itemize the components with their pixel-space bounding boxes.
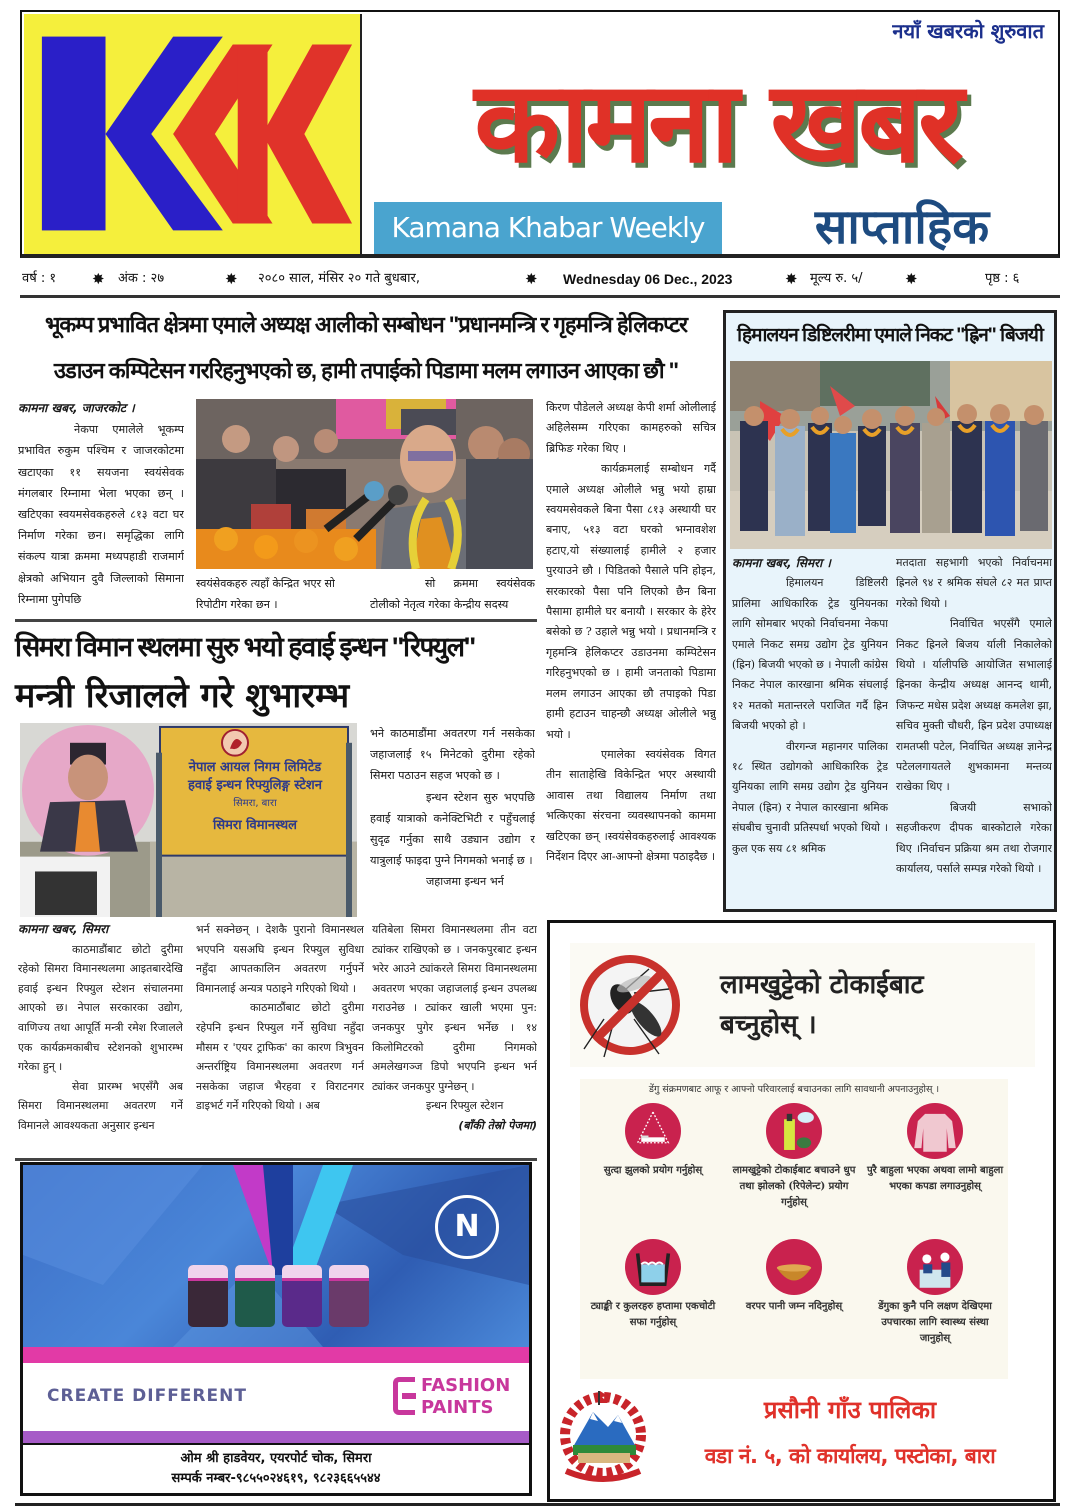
bullet-icon: ✸ (225, 270, 238, 288)
palika-name: प्रसौनी गाँउ पालिका (763, 1396, 937, 1424)
article3-col1-para2: सेवा प्रारम्भ भएसँगै अब सिमरा विमानस्थलमा अवतरण गर्ने विमानले आवश्यकता अनुसार इन्धन (18, 1079, 183, 1132)
article1-col2: स्वयंसेवकहरु त्यहाँ केन्द्रित भएर सो रिपोटीग गरेका छन । (196, 577, 335, 611)
no-mosquito-icon (574, 949, 686, 1061)
article3-col2 (196, 920, 364, 1156)
mosquito-warning-title (720, 965, 924, 1045)
article3-side-para1: भने काठमाडौंमा अवतरण गर्न नसकेका जहाजलाई १५ मिनेटको दुरीमा रहेको सिमरा पठाउन सहज भएको छ । (370, 727, 535, 783)
article3-col1 (18, 920, 183, 1156)
bullet-icon: ✸ (905, 270, 918, 288)
tip-text: सुत्दा झुलको प्रयोग गर्नुहोस् (603, 1165, 703, 1176)
sign-line1: नेपाल आयल निगम लिमिटेड (188, 760, 322, 775)
dengue-awareness-ad[interactable] (547, 920, 1056, 1502)
kk-logo-graphic (24, 14, 360, 254)
brand-line1: FASHION (421, 1375, 511, 1396)
sign-line3: सिमरा, बारा (233, 798, 277, 809)
dealer-contact: सम्पर्क नम्बर-९८५५०२४६१९, ९८२३६६५५४४ (171, 1471, 381, 1486)
article1-col4-para1: किरण पौडेलले अध्यक्ष केपी शर्मा ओलीलाई अहिलेसम्म गरिएका कामहरुको सचित्र ब्रिफिङ गरेका थिए । (546, 401, 716, 455)
signboard-text (166, 759, 344, 835)
section-divider (15, 1158, 537, 1161)
ns-certification-badge: N (435, 1195, 499, 1259)
article3-col3-para1: यतिबेला सिमरा विमानस्थलमा तीन वटा ट्यांकर राखिएको छ । जनकपुरबाट इन्धन भरेर आउने ट्यांकरले सिमरा विमानस्थलमा अवतरण भएका जहाजलाई इन्धन उपलब्ध गराउनेछ । ट्यांकर खाली भएमा पुन: जनकपुर पुगेर इन्धन भर्नेछ । १४ किलोमिटरको दुरीमा निगमको अमलेखगञ्ज डिपो भएपनि इन्धन भर्न ट्यांकर जनकपुर पुग्नेछन् । (372, 923, 537, 1093)
article2-col2-para3: बिजयी सभाको सहजीकरण दीपक बास्कोटाले गरेका थिए ।निर्वाचन प्रक्रिया श्रम तथा रोजगार कार्यालय, पर्साले सम्पन्न गरेको थियो । (896, 800, 1052, 876)
tip-item (584, 1103, 722, 1179)
article3-col3-para2: इन्धन रिफ्युल स्टेशन (426, 1099, 504, 1113)
english-title-banner: Kamana Khabar Weekly (374, 202, 722, 254)
article1-col1 (18, 398, 184, 613)
article2-col1 (732, 553, 888, 905)
paint-can (329, 1265, 369, 1327)
tip-item (866, 1239, 1004, 1347)
article3-col2-para2: काठमाठौंबाट छोटो दुरीमा रहेपनि इन्धन रिफ्युल गर्ने सुविधा नहुँदा मौसम र 'एयर ट्राफिक' का कारण त्रिभुवन अन्तर्राष्ट्रिय विमानस्थलमा अवतरण गर्न नसकेका जहाज भैरहवा र विराटनगर डाइभर्ट गर्ने गरिएको थियो । अब (196, 1001, 364, 1113)
fp-logo-mark (393, 1377, 415, 1415)
ad-slogan: CREATE DIFFERENT (47, 1386, 247, 1406)
article1-col4 (546, 398, 716, 913)
tips-intro: डेंगु संक्रमणबाट आफू र आफ्नो परिवारलाई बचाउनका लागि सावधानी अपनाउनुहोस् । (648, 1084, 940, 1095)
article1-col4-para2: कार्यक्रमलाई सम्बोधन गर्दै एमाले अध्यक्ष ओलीले भन्नु भयो हाम्रा स्वयमसेवकले बिना पैसा ८१३ अस्थायी घर बनाए, ५१३ वटा घरको भग्नावशेश हटाए,यो संख्यालाई हामीले २ हजार पुरयाउने छौ । पिडितको पैसाले पनि होइन, सरकारको पैसा पनि लिएको छैन बिना पैसामा हामीले घर बनायौ । सरकार के हेरेर बसेको छ ? उहाले भन्नु भयो । प्रधानमन्त्रि र गृहमन्त्रि हेलिकप्टर उडाउनमा कम्पिटेसन गरिहनुभएको छ । हामी जनताको पिडामा मलम लगाउन आएका छौ तपाइको पिडा हामी हटाउन चाहन्छौ अध्यक्ष ओलीले भन्नु भयो । (546, 462, 716, 741)
tip-item (725, 1239, 863, 1315)
tip-text: लामखुट्टेको टोकाईबाट बचाउने धुप तथा झोलको (रिपेलेन्ट) प्रयोग गर्नुहोस् (732, 1165, 856, 1208)
article2-col2-para1: मतदाता सहभागी भएको निर्वाचनमा ह्रिनले ९४ र श्रमिक संघले ८२ मत प्राप्त गरेको थियो । (896, 556, 1052, 610)
page-number: पृष्ठ : ६ (985, 271, 1020, 286)
article1-headline[interactable] (15, 302, 717, 394)
water-container-icon (625, 1239, 681, 1295)
brand-line2: PAINTS (421, 1397, 494, 1418)
article2-photo-victory-rally (730, 361, 1052, 549)
warning-line1: लामखुट्टेको टोकाईबाट (720, 970, 924, 1000)
article1-headline-line1: भूकम्प प्रभावित क्षेत्रमा एमाले अध्यक्ष आलीको सम्बोधन "प्रधानमन्त्रि र गृहमन्त्रि हेलिकप्टर (44, 312, 688, 337)
article2-col2-para2: निर्वाचित भएसँगै एमाले निकट ह्रिनले बिजय र्याली निकालेको थियो । र्यालीपछि आयोजित सभालाई ह्रिनका केन्द्रीय अध्यक्ष आनन्द थामी, जिफन्ट मधेस प्रदेश अध्यक्ष कमलेश झा, सचिव मुक्ती चौधरी, ह्रिन प्रदेश उपाध्यक्ष रामतप्सी पटेल, निर्वाचित अध्यक्ष ज्ञानेन्द्र पटेललगायतले शुभकामना मन्तव्य राखेका थिए । (896, 617, 1052, 794)
section-divider (15, 619, 537, 622)
tagline: नयाँ खबरको शुरुवात (892, 19, 1044, 43)
article1-col4-para3: एमालेका स्वयंसेवक विगत तीन साताहेखि विकेन्द्रित भएर अस्थायी आवास तथा विद्यालय निर्माण तथा भत्किएका संरचना व्यवस्थापनको काममा खटिएका छन् ।स्वयंसेवकहरुलाई आवश्यक निर्देशन दिएर आ-आफ्नो क्षेत्रमा पठाइदैछ । (546, 747, 716, 863)
doctor-consultation-icon (907, 1239, 963, 1295)
article2-byline: कामना खबर, सिमरा । (732, 556, 831, 570)
article3-col1-para1: काठमाडौंबाट छोटो दुरीमा रहेको सिमरा विमानस्थलमा आइतबारदेखि हवाई इन्धन रिफ्युल स्टेशन संचालनमा आएको छ। नेपाल सरकारका उद्योग, वाणिज्य तथा आपूर्ति मन्त्री रमेश रिजालले एक कार्यक्रमकाबीच स्टेशनको शुभारम्भ गरेका हुन् । (18, 942, 183, 1074)
article2-col1-para1: हिमालयन डिष्टिलरी प्रालिमा आधिकारिक ट्रेड युनियनका लागि सोमबार भएको निर्वाचनमा नेकपा एमाले निकट समग्र उद्योग ट्रेड युनियन (ह्रिन) बिजयी भएको छ । नेपाली कांग्रेस निकट नेपाल कारखाना श्रमिक संघलाई १२ मतको मतान्तरले पराजित गर्दै ह्रिन बिजयी भएको हो । (732, 576, 888, 733)
tip-item (866, 1103, 1004, 1195)
ad-purple-stripe (23, 1431, 529, 1445)
bullet-icon: ✸ (525, 270, 538, 288)
warning-line2: बच्नुहोस् । (720, 1010, 817, 1040)
article3-headline[interactable]: सिमरा विमान स्थलमा सुरु भयो हवाई इन्धन "रिफ्युल" (15, 632, 475, 662)
dealer-info (23, 1449, 529, 1489)
article2-headline[interactable]: हिमालयन डिष्टिलरीमा एमाले निकट "ह्रिन" बिजयी (737, 325, 1043, 346)
tip-item (725, 1103, 863, 1211)
tip-text: डेंगुका कुनै पनि लक्षण देखिएमा उपचारका लागि स्वास्थ्य संस्था जानुहोस् (878, 1301, 992, 1344)
tip-text: वरपर पानी जम्न नदिनुहोस् (745, 1301, 843, 1312)
article3-side-para2: इन्धन स्टेशन सुरु भएपछि हवाई यात्राको कनेक्टिभिटी र पहुँचलाई सुदृढ गर्नुका साथै उड्यान उद्योग र यात्रुलाई फाइदा पुग्ने निगमको भनाई छ । (370, 790, 535, 868)
bullet-icon: ✸ (92, 270, 105, 288)
nepal-govt-emblem-icon (558, 1387, 648, 1487)
continued-link[interactable]: (बाँकी तेस्रो पेजमा) (458, 1118, 537, 1132)
fashion-paints-logo (393, 1373, 523, 1421)
masthead (20, 10, 1060, 258)
dealer-name: ओम श्री हाडवेयर, एयरपोर्ट चोक, सिमरा (180, 1451, 372, 1466)
tip-text: पुरै बाहुला भएका अथवा लामो बाहुला भएका कपडा लगाउनुहोस् (866, 1165, 1004, 1192)
tip-text: ट्याङ्की र कुलरहरु हप्तामा एकचोटी सफा गर्नुहोस् (590, 1301, 716, 1328)
newspaper-title: कामना खबर (474, 58, 960, 188)
article3-byline: कामना खबर, सिमरा (18, 922, 109, 936)
dateline-bar (20, 262, 1060, 298)
price-label: मूल्य रु. ५/ (810, 271, 863, 286)
paint-can (188, 1265, 228, 1327)
article1-byline: कामना खबर, जाजरकोट । (18, 401, 135, 415)
fashion-paints-ad[interactable] (20, 1162, 532, 1496)
weekly-label: साप्ताहिक (814, 199, 990, 255)
paint-can (282, 1265, 322, 1327)
year-label: वर्ष : १ (22, 271, 57, 286)
article3-side-col (370, 723, 535, 917)
article1-col1-text: नेकपा एमालेले भूकम्प प्रभावित रुकुम पश्चिम र जाजरकोटमा खटाएका ११ सयजना स्वयंसेवक मंगलबार रिम्नामा भेला भएका छन् । खटिएका स्वयमसेवकहरुले ८१३ वटा घर निर्माण गरेका छन। समृद्धिका लागि संकल्प यात्रा क्रममा मध्यपहाडी राजमार्ग क्षेत्रको अभियान दुवै जिल्लाको सिमाना रिम्नामा पुगेपछि (18, 423, 184, 606)
page-bottom-rule (15, 1503, 1060, 1506)
article2-box (723, 310, 1057, 912)
sign-line4: सिमरा विमानस्थल (212, 818, 297, 833)
article2-col2 (896, 553, 1052, 905)
issue-label: अंक : २७ (118, 271, 165, 286)
article1-col3: सो क्रममा स्वयंसेवक टोलीको नेतृत्व गरेका केन्द्रीय सदस्य (370, 577, 535, 611)
bullet-icon: ✸ (785, 270, 798, 288)
repellent-spray-icon (766, 1103, 822, 1159)
mosquito-warning-panel (570, 943, 1035, 1067)
mosquito-net-icon (625, 1103, 681, 1159)
article3-col3 (372, 920, 537, 1156)
ad-pink-stripe (23, 1347, 529, 1363)
ad-banner-graphic (23, 1165, 529, 1347)
article3-side-para3: जहाजमा इन्धन भर्न (426, 875, 504, 889)
dengue-tips-panel (580, 1079, 1008, 1379)
long-sleeve-shirt-icon (907, 1103, 963, 1159)
article1-photo-oli-speech (196, 399, 533, 569)
article3-col2-para1: भर्न सक्नेछन् । देशकै पुरानो विमानस्थल भएपनि यसअघि इन्धन रिफ्युल सुविधा नहुँदा आपतकालिन अवतरण गर्नुपर्ने विमानलाई अन्यत्र पठाइने गरिएको थियो । (196, 923, 364, 995)
kk-logo (24, 14, 362, 254)
article3-subheadline[interactable]: मन्त्री रिजालले गरे शुभारम्भ (15, 676, 350, 716)
tip-item (584, 1239, 722, 1331)
article2-col1-para2: वीरगन्ज महानगर पालिका १८ स्थित उद्योगको आधिकारिक ट्रेड युनियका लागि समग्र उद्योग ट्रेड युनियन नेपाल (ह्रिन) र नेपाल कारखाना श्रमिक संघबीच चुनावी प्रतिस्पर्धा भएको थियो । कुल एक सय ८१ श्रमिक (732, 739, 888, 855)
article3-photo-refuel-station (20, 723, 357, 917)
article1-headline-line2: उडाउन कम्पिटेसन गररिहनुभएको छ, हामी तपाईको पिडामा मलम लगाउन आएका छौ " (53, 358, 679, 383)
palika-office: वडा नं. ५, को कार्यालय, पस्टोका, बारा (704, 1444, 996, 1468)
sign-line2: हवाई इन्धन रिफ्युलिङ्ग स्टेशन (188, 778, 322, 793)
nepali-date: २०८० साल, मंसिर २० गते बुधबार, (258, 271, 420, 286)
bowl-icon (766, 1239, 822, 1295)
paint-can (235, 1265, 275, 1327)
english-date: Wednesday 06 Dec., 2023 (563, 271, 733, 287)
